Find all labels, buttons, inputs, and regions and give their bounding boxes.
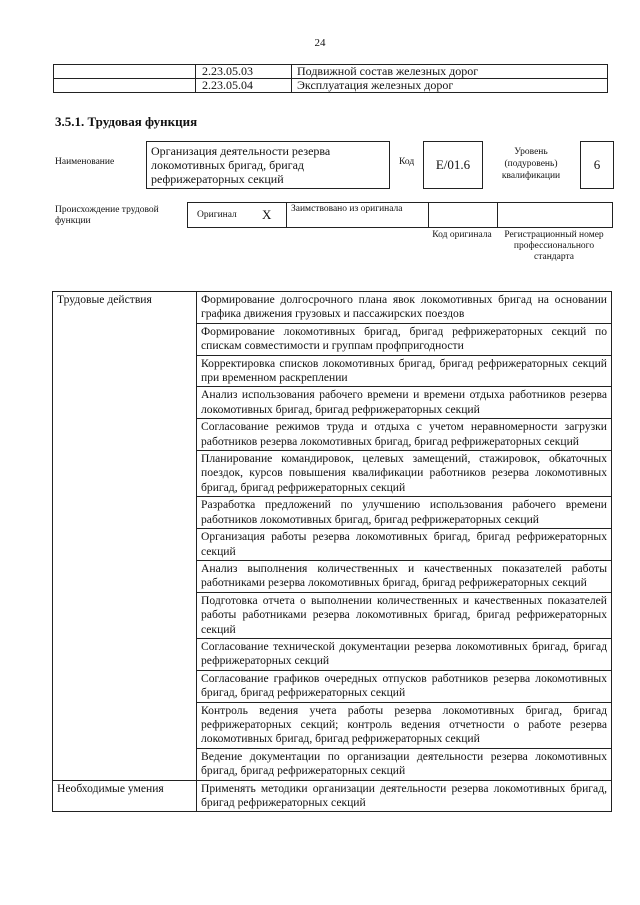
- table-row: [53, 780, 612, 812]
- level-value-box: 6: [580, 141, 614, 189]
- labor-function-table: [52, 291, 612, 812]
- labor-action-item: Корректировка списков локомотивных бригад, бригад рефрижераторных секций при временном раскреплении: [197, 355, 612, 387]
- labor-action-item: Согласование технической документации резерва локомотивных бригад, бригад рефрижераторных секций: [197, 638, 612, 670]
- labor-action-item: Формирование локомотивных бригад, бригад рефрижераторных секций по спискам совместимости и группам профпригодности: [197, 323, 612, 355]
- code-label: Код: [399, 157, 415, 167]
- name-cell: Эксплуатация железных дорог: [292, 79, 608, 93]
- code-original-label: Код оригинала: [432, 230, 492, 240]
- reg-number-label: Регистрационный номер профессионального стандарта: [504, 230, 604, 262]
- table-row: [54, 65, 608, 79]
- education-codes-table: [53, 64, 608, 93]
- page-number: 24: [314, 37, 326, 49]
- table-row: [53, 292, 612, 324]
- name-label: Наименование: [55, 157, 115, 167]
- code-original-box: [428, 202, 498, 228]
- skill-item: Применять методики организации деятельности резерва локомотивных бригад, бригад рефрижераторных секций: [197, 780, 612, 812]
- labor-action-item: Подготовка отчета о выполнении количественных и качественных показателей работы работниками резерва локомотивных бригад, бригад рефрижераторных секций: [197, 592, 612, 638]
- name-cell: Подвижной состав железных дорог: [292, 65, 608, 79]
- labor-action-item: Согласование графиков очередных отпусков работников резерва локомотивных бригад, бригад рефрижераторных секций: [197, 670, 612, 702]
- labor-action-item: Согласование режимов труда и отдыха с учетом неравномерности загрузки работников резерва локомотивных бригад, бригад рефрижераторных секций: [197, 419, 612, 451]
- labor-action-item: Анализ выполнения количественных и качественных показателей работы работниками резерва локомотивных бригад, бригад рефрижераторных секций: [197, 560, 612, 592]
- original-box: [187, 202, 287, 228]
- labor-action-item: Планирование командировок, целевых замещений, стажировок, обкаточных поездок, курсов повышения квалификации работников резерва локомотивных бригад, бригад рефрижераторных секций: [197, 451, 612, 497]
- labor-action-label: Трудовые действия: [53, 292, 197, 781]
- section-heading: 3.5.1. Трудовая функция: [55, 114, 198, 129]
- labor-action-item: Разработка предложений по улучшению использования рабочего времени работников локомотивных бригад, бригад рефрижераторных секций: [197, 497, 612, 529]
- labor-action-item: Анализ использования рабочего времени и времени отдыха работников резерва локомотивных бригад, бригад рефрижераторных секций: [197, 387, 612, 419]
- labor-action-item: Формирование долгосрочного плана явок локомотивных бригад на основании графика движения грузовых и пассажирских поездов: [197, 292, 612, 324]
- table-row: [54, 79, 608, 93]
- code-cell: 2.23.05.03: [196, 65, 292, 79]
- borrowed-box: Заимствовано из оригинала: [286, 202, 429, 228]
- code-cell: 2.23.05.04: [196, 79, 292, 93]
- level-label: Уровень (подуровень) квалификации: [501, 147, 561, 181]
- reg-number-box: [497, 202, 613, 228]
- function-code-box: E/01.6: [423, 141, 483, 189]
- labor-action-item: Организация работы резерва локомотивных бригад, бригад рефрижераторных секций: [197, 529, 612, 561]
- original-mark: X: [262, 207, 272, 222]
- labor-action-item: Контроль ведения учета работы резерва локомотивных бригад, бригад рефрижераторных секций; контроль ведения отчетности о работе резерва локомотивных бригад, бригад рефрижераторных секций: [197, 702, 612, 748]
- function-name-box: Организация деятельности резерва локомотивных бригад, бригад рефрижераторных секций: [146, 141, 390, 189]
- labor-action-item: Ведение документации по организации деятельности резерва локомотивных бригад, бригад рефрижераторных секций: [197, 748, 612, 780]
- origin-label: Происхождение трудовой функции: [55, 205, 159, 226]
- skill-label: Необходимые умения: [53, 780, 197, 812]
- original-label: Оригинал: [197, 210, 237, 220]
